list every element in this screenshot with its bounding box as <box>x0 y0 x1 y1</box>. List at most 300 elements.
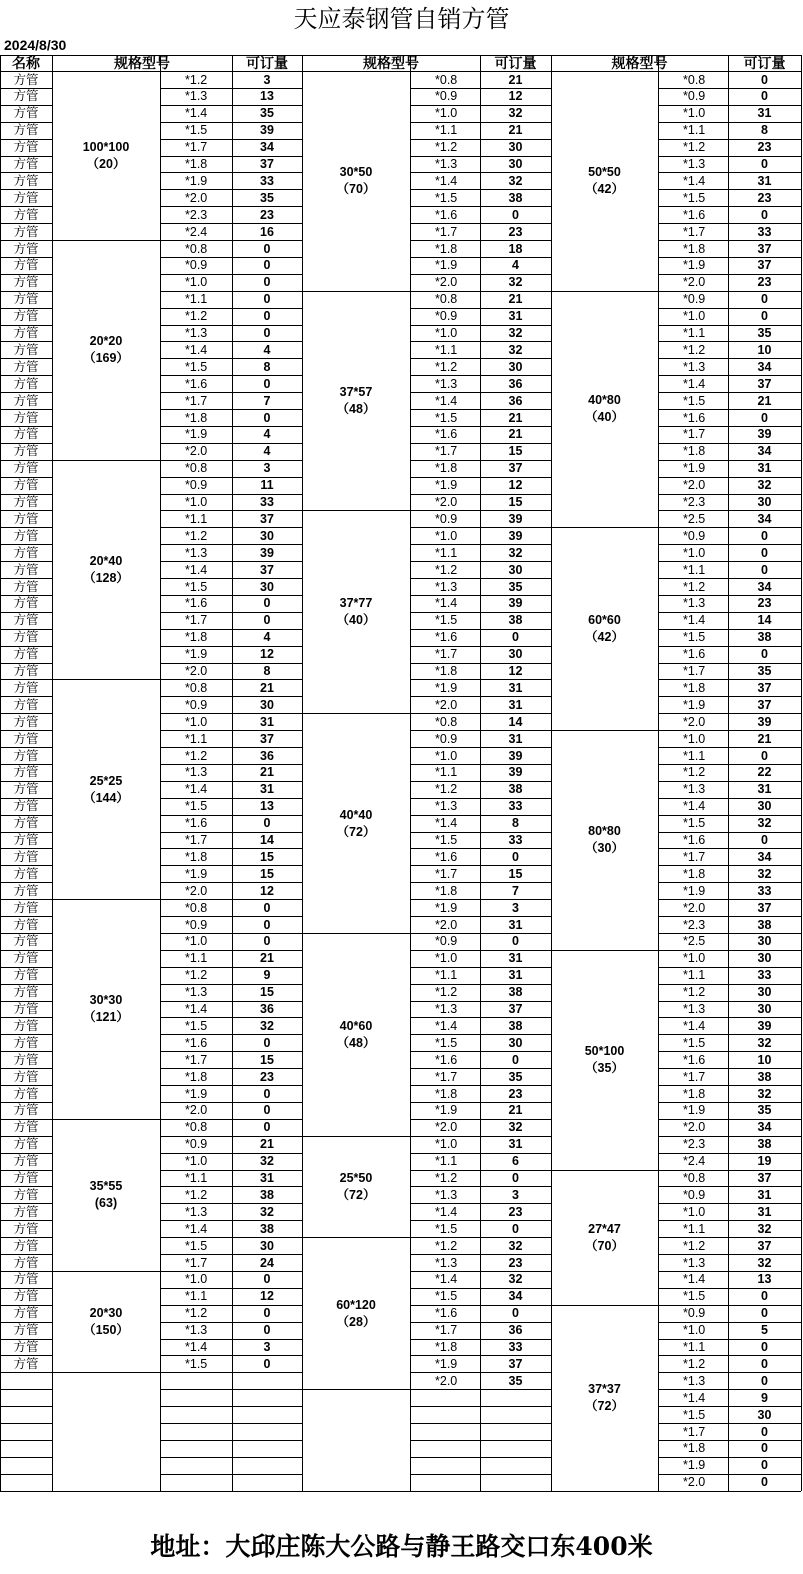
qty-cell: 36 <box>508 1323 523 1338</box>
name-cell: 方管 <box>13 714 39 729</box>
spec-size-cell: *0.9 <box>683 528 706 543</box>
spec-size-cell: *1.2 <box>435 140 458 155</box>
qty-cell: 0 <box>761 72 768 87</box>
spec-size-cell: *1.3 <box>683 157 706 171</box>
qty-cell: 39 <box>508 748 523 763</box>
qty-cell: 31 <box>757 1204 772 1219</box>
spec-size-cell: *1.7 <box>185 393 208 408</box>
qty-cell: 9 <box>761 1390 768 1405</box>
spec-size-cell: *1.2 <box>435 359 458 374</box>
spec-size-cell: *1.4 <box>683 1390 706 1405</box>
qty-cell: 12 <box>508 478 523 493</box>
spec-size-cell: *1.0 <box>435 951 458 966</box>
qty-cell: 0 <box>761 1289 768 1304</box>
spec-size-cell: *1.4 <box>185 1340 208 1354</box>
qty-cell: 39 <box>508 596 523 611</box>
spec-size-cell: *1.2 <box>185 968 208 983</box>
name-cell: 方管 <box>13 478 39 493</box>
qty-cell: 23 <box>757 596 772 611</box>
qty-cell: 19 <box>757 1154 772 1169</box>
qty-cell: 15 <box>508 866 523 881</box>
spec-size-cell: *1.3 <box>435 157 458 171</box>
qty-cell: 23 <box>508 1086 523 1101</box>
qty-cell: 31 <box>508 680 523 695</box>
spec-size-cell: *1.9 <box>435 258 458 273</box>
qty-cell: 31 <box>508 731 523 746</box>
spec-size-cell: *1.0 <box>435 748 458 763</box>
spec-group-cell <box>52 1271 160 1372</box>
name-cell: 方管 <box>13 968 39 983</box>
qty-cell: 39 <box>757 427 772 442</box>
header-qty: 可订量 <box>494 55 537 71</box>
qty-cell: 4 <box>263 427 271 442</box>
spec-size-cell: *1.1 <box>185 511 208 526</box>
qty-cell: 21 <box>260 1137 274 1152</box>
spec-size-cell: *1.2 <box>683 342 706 357</box>
name-cell: 方管 <box>13 1120 39 1135</box>
spec-size-cell: *1.6 <box>435 1306 458 1321</box>
qty-cell: 0 <box>263 1086 271 1101</box>
spec-size-cell: *1.1 <box>435 342 458 357</box>
spec-size-cell: *1.5 <box>683 1289 706 1304</box>
name-cell: 方管 <box>13 207 39 222</box>
spec-size-cell: *1.4 <box>435 596 458 611</box>
spec-size-cell: *2.3 <box>683 917 706 932</box>
spec-size-cell: *1.0 <box>185 275 208 290</box>
name-cell: 方管 <box>13 545 39 560</box>
qty-cell: 10 <box>757 1052 772 1067</box>
qty-cell: 0 <box>761 1424 768 1439</box>
spec-size-cell: *1.1 <box>185 292 208 307</box>
spec-size-cell: *1.8 <box>185 630 208 645</box>
name-cell: 方管 <box>13 140 39 155</box>
qty-cell: 33 <box>757 883 772 898</box>
spec-size-cell: *1.1 <box>683 326 706 340</box>
qty-cell: 21 <box>757 731 772 746</box>
qty-cell: 31 <box>260 782 274 797</box>
spec-size-cell: *1.7 <box>185 140 208 155</box>
spec-group-cell <box>551 72 658 292</box>
spec-size-cell: *1.3 <box>435 1002 458 1016</box>
qty-cell: 34 <box>757 849 772 864</box>
spec-size-cell: *1.4 <box>435 1272 458 1287</box>
spec-size-cell: *1.1 <box>185 1171 208 1185</box>
qty-cell: 38 <box>508 782 523 797</box>
spec-size-cell: *1.0 <box>683 1323 706 1338</box>
qty-cell: 23 <box>508 224 523 239</box>
qty-cell: 39 <box>508 511 523 526</box>
spec-size-cell: *1.1 <box>435 1154 458 1169</box>
spec-size-cell: *0.8 <box>683 72 706 87</box>
spec-group-count: （121） <box>83 1010 129 1025</box>
spec-size-cell: *1.3 <box>185 89 208 104</box>
spec-size-cell: *2.0 <box>185 190 208 205</box>
spec-size-cell: *1.6 <box>683 410 706 425</box>
qty-cell: 30 <box>508 157 523 171</box>
spec-size-cell: *1.5 <box>683 190 706 205</box>
qty-cell: 31 <box>508 697 523 712</box>
qty-cell: 3 <box>263 461 271 476</box>
qty-cell: 0 <box>263 1356 271 1371</box>
spec-size-cell: *1.3 <box>185 985 208 1000</box>
spec-size-cell: *1.1 <box>683 748 706 763</box>
qty-cell: 0 <box>512 1052 519 1067</box>
spec-size-cell: *1.5 <box>185 1356 208 1371</box>
grid-line <box>410 1423 551 1424</box>
spec-group-cell <box>302 291 410 511</box>
grid-line <box>160 1372 302 1373</box>
qty-cell: 15 <box>508 495 523 509</box>
qty-cell: 18 <box>508 241 523 256</box>
name-cell: 方管 <box>13 1356 39 1371</box>
qty-cell: 11 <box>260 478 274 493</box>
qty-cell: 13 <box>757 1272 772 1287</box>
spec-size-cell: *0.9 <box>185 1137 208 1152</box>
grid-line <box>160 1423 302 1424</box>
qty-cell: 7 <box>512 883 519 898</box>
qty-cell: 3 <box>263 1340 271 1354</box>
qty-cell: 30 <box>260 1238 274 1253</box>
spec-size-cell: *2.0 <box>683 1475 706 1490</box>
qty-cell: 0 <box>263 1323 271 1338</box>
name-cell: 方管 <box>13 1137 39 1152</box>
spec-size-cell: *1.0 <box>683 545 706 560</box>
qty-cell: 32 <box>508 1238 523 1253</box>
spec-size-cell: *0.9 <box>185 478 208 493</box>
qty-cell: 4 <box>512 258 519 273</box>
grid-line <box>0 1440 52 1441</box>
grid-line <box>410 1474 551 1475</box>
grid-line <box>0 1389 52 1390</box>
qty-cell: 21 <box>260 765 274 780</box>
qty-cell: 30 <box>508 359 523 374</box>
qty-cell: 31 <box>260 714 274 729</box>
spec-size-cell: *0.8 <box>435 292 458 307</box>
spec-group-count: （144） <box>83 790 129 805</box>
page-title: 天应泰钢管自销方管 <box>293 5 510 33</box>
spec-size-cell: *1.5 <box>185 1018 208 1033</box>
spec-size-cell: *0.9 <box>683 89 706 104</box>
grid-line <box>0 1457 52 1458</box>
spec-size-cell: *1.3 <box>185 1323 208 1338</box>
qty-cell: 35 <box>508 579 523 594</box>
spec-group-count: （72） <box>585 1399 624 1414</box>
spec-size-cell: *1.7 <box>683 1069 706 1084</box>
spec-size-cell: *1.0 <box>435 1137 458 1152</box>
spec-group-count: （72） <box>336 824 376 839</box>
spec-size-cell: *1.4 <box>185 106 208 121</box>
qty-cell: 3 <box>263 72 271 87</box>
name-cell: 方管 <box>13 917 39 932</box>
spec-size-cell: *1.6 <box>185 596 208 611</box>
name-cell: 方管 <box>13 376 39 391</box>
spec-size-cell: *1.3 <box>435 579 458 594</box>
spec-size-cell: *1.6 <box>185 816 208 831</box>
spec-size-cell: *1.1 <box>435 765 458 780</box>
qty-cell: 31 <box>757 461 772 476</box>
spec-group-count: （72） <box>336 1187 376 1202</box>
grid-line <box>160 1474 302 1475</box>
qty-cell: 34 <box>508 1289 523 1304</box>
spec-size-cell: *1.4 <box>435 1204 458 1219</box>
qty-cell: 32 <box>757 1255 772 1270</box>
name-cell: 方管 <box>13 1052 39 1067</box>
spec-size-cell: *1.5 <box>683 393 706 408</box>
name-cell: 方管 <box>13 799 39 814</box>
spec-group-label: 30*30 <box>89 993 123 1008</box>
qty-cell: 0 <box>761 1441 768 1456</box>
qty-cell: 34 <box>260 140 274 155</box>
spec-size-cell: *0.8 <box>185 461 208 476</box>
spec-size-cell: *1.8 <box>683 866 706 881</box>
qty-cell: 32 <box>757 478 772 493</box>
spec-size-cell: *1.2 <box>435 1238 458 1253</box>
spec-size-cell: *1.4 <box>185 1002 208 1016</box>
spec-size-cell: *1.9 <box>185 427 208 442</box>
qty-cell: 0 <box>761 1356 768 1371</box>
spec-group-label: 30*50 <box>339 165 373 180</box>
spec-size-cell: *1.5 <box>435 1035 458 1050</box>
qty-cell: 30 <box>757 934 772 949</box>
name-cell: 方管 <box>13 1306 39 1321</box>
grid-line <box>160 1491 302 1492</box>
qty-cell: 9 <box>263 968 271 983</box>
qty-cell: 31 <box>757 173 772 188</box>
spec-size-cell: *1.8 <box>185 849 208 864</box>
qty-cell: 13 <box>260 89 274 104</box>
name-cell: 方管 <box>13 765 39 780</box>
spec-group-cell <box>52 1119 160 1271</box>
qty-cell: 21 <box>508 427 523 442</box>
spec-group-count: （48） <box>336 1035 376 1050</box>
qty-cell: 0 <box>263 613 271 628</box>
grid-line <box>410 1491 551 1492</box>
qty-cell: 0 <box>761 89 768 104</box>
grid-line <box>0 1474 52 1475</box>
qty-cell: 23 <box>757 190 772 205</box>
spec-size-cell: *1.2 <box>185 528 208 543</box>
spec-size-cell: *1.7 <box>683 224 706 239</box>
qty-cell: 39 <box>508 765 523 780</box>
name-cell: 方管 <box>13 1154 39 1169</box>
name-cell: 方管 <box>13 1086 39 1101</box>
spec-size-cell: *1.4 <box>185 782 208 797</box>
spec-size-cell: *0.9 <box>185 258 208 273</box>
spec-size-cell: *1.8 <box>683 1441 706 1456</box>
spec-size-cell: *1.1 <box>683 1221 706 1236</box>
qty-cell: 23 <box>757 275 772 290</box>
qty-cell: 38 <box>508 1018 523 1033</box>
qty-cell: 35 <box>508 1069 523 1084</box>
name-cell: 方管 <box>13 1069 39 1084</box>
spec-size-cell: *1.8 <box>683 241 706 256</box>
spec-size-cell: *1.1 <box>185 951 208 966</box>
spec-size-cell: *1.3 <box>435 799 458 814</box>
qty-cell: 33 <box>508 833 523 847</box>
name-cell: 方管 <box>13 630 39 645</box>
spec-size-cell: *0.8 <box>185 680 208 695</box>
name-cell: 方管 <box>13 1238 39 1253</box>
qty-cell: 21 <box>508 292 523 307</box>
spec-size-cell: *1.1 <box>435 123 458 138</box>
spec-group-count: （40） <box>585 410 624 425</box>
spec-size-cell: *1.5 <box>435 833 458 847</box>
spec-size-cell: *1.2 <box>185 1187 208 1202</box>
spec-size-cell: *0.9 <box>435 309 458 324</box>
spec-size-cell: *0.8 <box>185 241 208 256</box>
spec-size-cell: *2.5 <box>683 934 706 949</box>
spec-size-cell: *1.0 <box>435 326 458 340</box>
qty-cell: 30 <box>508 140 523 155</box>
qty-cell: 32 <box>508 275 523 290</box>
spec-size-cell: *1.5 <box>185 1238 208 1253</box>
spec-size-cell: *1.1 <box>683 123 706 138</box>
spec-group-label: 60*60 <box>588 613 621 628</box>
header-spec: 规格型号 <box>611 55 668 71</box>
spec-group-count: （169） <box>83 351 129 366</box>
spec-size-cell: *1.3 <box>683 782 706 797</box>
spec-group-label: 60*120 <box>336 1297 376 1312</box>
spec-group-count: （128） <box>83 571 129 586</box>
spec-size-cell: *1.8 <box>435 664 458 678</box>
spec-size-cell: *1.7 <box>435 444 458 459</box>
spec-group-label: 50*50 <box>588 165 621 180</box>
qty-cell: 23 <box>508 1204 523 1219</box>
spec-size-cell: *0.9 <box>683 292 706 307</box>
qty-cell: 8 <box>761 123 768 138</box>
spec-group-count: （35） <box>585 1061 624 1076</box>
spec-size-cell: *0.9 <box>185 697 208 712</box>
spec-size-cell: *1.8 <box>435 241 458 256</box>
qty-cell: 0 <box>512 1221 519 1236</box>
qty-cell: 16 <box>260 224 274 239</box>
spec-size-cell: *1.7 <box>435 224 458 239</box>
spec-size-cell: *1.0 <box>683 106 706 121</box>
spec-size-cell: *1.9 <box>185 173 208 188</box>
spec-size-cell: *1.3 <box>683 596 706 611</box>
qty-cell: 32 <box>508 173 523 188</box>
qty-cell: 30 <box>508 1035 523 1050</box>
header-qty: 可订量 <box>246 55 288 71</box>
qty-cell: 31 <box>508 1137 523 1152</box>
qty-cell: 34 <box>757 359 772 374</box>
qty-cell: 12 <box>260 883 274 898</box>
name-cell: 方管 <box>13 1035 39 1050</box>
qty-cell: 37 <box>260 562 274 577</box>
spec-group-label: 40*60 <box>339 1018 373 1033</box>
spec-size-cell: *1.9 <box>435 900 458 915</box>
spec-size-cell: *1.0 <box>435 528 458 543</box>
qty-cell: 39 <box>757 714 772 729</box>
spec-size-cell: *1.8 <box>185 410 208 425</box>
spec-group-cell <box>551 1305 658 1491</box>
name-cell: 方管 <box>13 1204 39 1219</box>
spec-size-cell: *1.4 <box>435 1018 458 1033</box>
name-cell: 方管 <box>13 613 39 628</box>
qty-cell: 5 <box>761 1323 768 1338</box>
spec-size-cell: *1.1 <box>683 968 706 983</box>
name-cell: 方管 <box>13 292 39 307</box>
spec-size-cell: *1.9 <box>683 697 706 712</box>
qty-cell: 30 <box>757 799 772 814</box>
qty-cell: 0 <box>263 1272 271 1287</box>
spec-size-cell: *1.2 <box>435 985 458 1000</box>
spec-size-cell: *1.2 <box>683 985 706 1000</box>
qty-cell: 33 <box>260 495 274 509</box>
spec-group-label: 20*20 <box>89 334 123 349</box>
spec-group-cell <box>52 680 160 900</box>
spec-size-cell: *1.5 <box>683 1035 706 1050</box>
qty-cell: 23 <box>260 1069 274 1084</box>
qty-cell: 31 <box>757 782 772 797</box>
name-cell: 方管 <box>13 697 39 712</box>
spec-size-cell: *1.9 <box>683 883 706 898</box>
grid-line <box>160 1440 302 1441</box>
qty-cell: 0 <box>263 241 271 256</box>
spec-size-cell: *0.9 <box>435 511 458 526</box>
spec-size-cell: *1.6 <box>435 427 458 442</box>
spec-size-cell: *1.3 <box>683 1002 706 1016</box>
qty-cell: 0 <box>512 934 519 949</box>
qty-cell: 34 <box>757 444 772 459</box>
qty-cell: 37 <box>260 157 274 171</box>
spec-group-cell <box>302 1238 410 1390</box>
spec-size-cell: *1.1 <box>185 1289 208 1304</box>
spec-size-cell: *1.4 <box>683 1272 706 1287</box>
qty-cell: 0 <box>761 748 768 763</box>
spec-size-cell: *1.5 <box>683 630 706 645</box>
header-spec: 规格型号 <box>363 55 419 71</box>
qty-cell: 38 <box>508 985 523 1000</box>
spec-size-cell: *2.4 <box>185 224 208 239</box>
qty-cell: 0 <box>263 292 271 307</box>
name-cell: 方管 <box>13 1002 39 1016</box>
spec-size-cell: *1.7 <box>185 833 208 847</box>
qty-cell: 32 <box>508 326 523 340</box>
name-cell: 方管 <box>13 1171 39 1185</box>
spec-size-cell: *2.0 <box>435 917 458 932</box>
name-cell: 方管 <box>13 444 39 459</box>
spec-size-cell: *1.1 <box>435 968 458 983</box>
spec-size-cell: *0.9 <box>185 917 208 932</box>
spec-size-cell: *1.8 <box>435 461 458 476</box>
qty-cell: 12 <box>260 1289 274 1304</box>
qty-cell: 0 <box>512 630 519 645</box>
qty-cell: 15 <box>260 985 274 1000</box>
qty-cell: 3 <box>512 900 519 915</box>
qty-cell: 32 <box>508 106 523 121</box>
name-cell: 方管 <box>13 123 39 138</box>
qty-cell: 0 <box>761 157 768 171</box>
spec-size-cell: *1.9 <box>435 680 458 695</box>
spec-group-label: 50*100 <box>584 1044 625 1059</box>
name-cell: 方管 <box>13 410 39 425</box>
qty-cell: 0 <box>761 1340 768 1354</box>
spec-group-count: （70） <box>585 1238 624 1253</box>
spec-size-cell: *1.5 <box>185 359 208 374</box>
qty-cell: 37 <box>508 461 523 476</box>
qty-cell: 36 <box>260 1002 274 1016</box>
name-cell: 方管 <box>13 1103 39 1118</box>
spec-size-cell: *2.0 <box>435 1120 458 1135</box>
qty-cell: 15 <box>260 849 274 864</box>
spec-size-cell: *0.8 <box>185 1120 208 1135</box>
spec-size-cell: *0.9 <box>435 731 458 746</box>
name-cell: 方管 <box>13 664 39 678</box>
spec-group-cell <box>302 933 410 1136</box>
spec-size-cell: *1.0 <box>185 934 208 949</box>
spec-size-cell: *1.0 <box>683 731 706 746</box>
